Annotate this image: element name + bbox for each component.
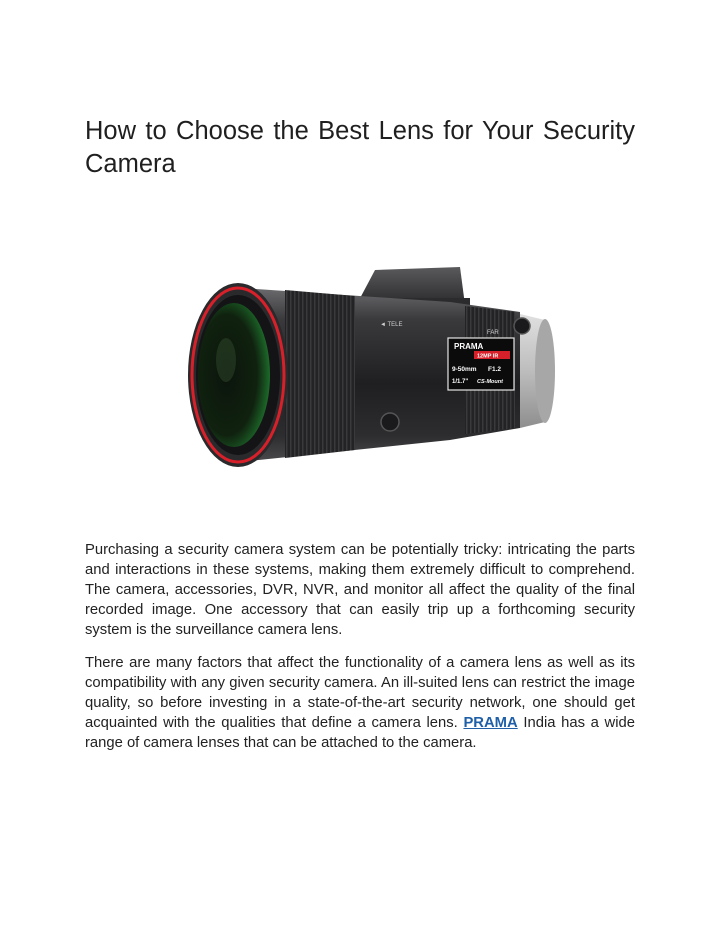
svg-text:FAR: FAR <box>487 330 499 336</box>
camera-lens-image <box>150 250 570 490</box>
svg-text:F1.2: F1.2 <box>488 366 502 373</box>
intro-paragraph: Purchasing a security camera system can be potentially tricky: intricating the parts and interactions in these systems, making them extremely difficult to comprehend. The camera, accessories, DVR, NVR, and monitor all affect the quality of the final recorded image. One accessory that can easily trip up a forthcoming security system is the surveillance camera lens. <box>85 542 635 639</box>
svg-text:12MP IR: 12MP IR <box>477 353 499 360</box>
factors-paragraph <box>85 653 635 753</box>
spec-label <box>448 338 514 390</box>
svg-text:PRAMA: PRAMA <box>454 342 484 351</box>
factors-text-end: India has a wide range of camera lenses that can be attached to the camera. <box>85 715 635 752</box>
page-title: How to Choose the Best Lens for Your Security Camera <box>85 117 635 178</box>
svg-text:1/1.7": 1/1.7" <box>452 379 469 385</box>
svg-text:◄ TELE: ◄ TELE <box>380 322 403 328</box>
factors-text-start: There are many factors that affect the functionality of a camera lens as well as its compatibility with any given security camera. An ill-suited lens can restrict the image quality, so before investing in a state-of-the-art security network, one should get acquainted with the qualities that define a camera lens. <box>85 655 635 732</box>
prama-link[interactable]: PRAMA <box>463 715 518 732</box>
svg-text:9-50mm: 9-50mm <box>452 366 477 373</box>
svg-text:CS-Mount: CS-Mount <box>477 379 503 385</box>
